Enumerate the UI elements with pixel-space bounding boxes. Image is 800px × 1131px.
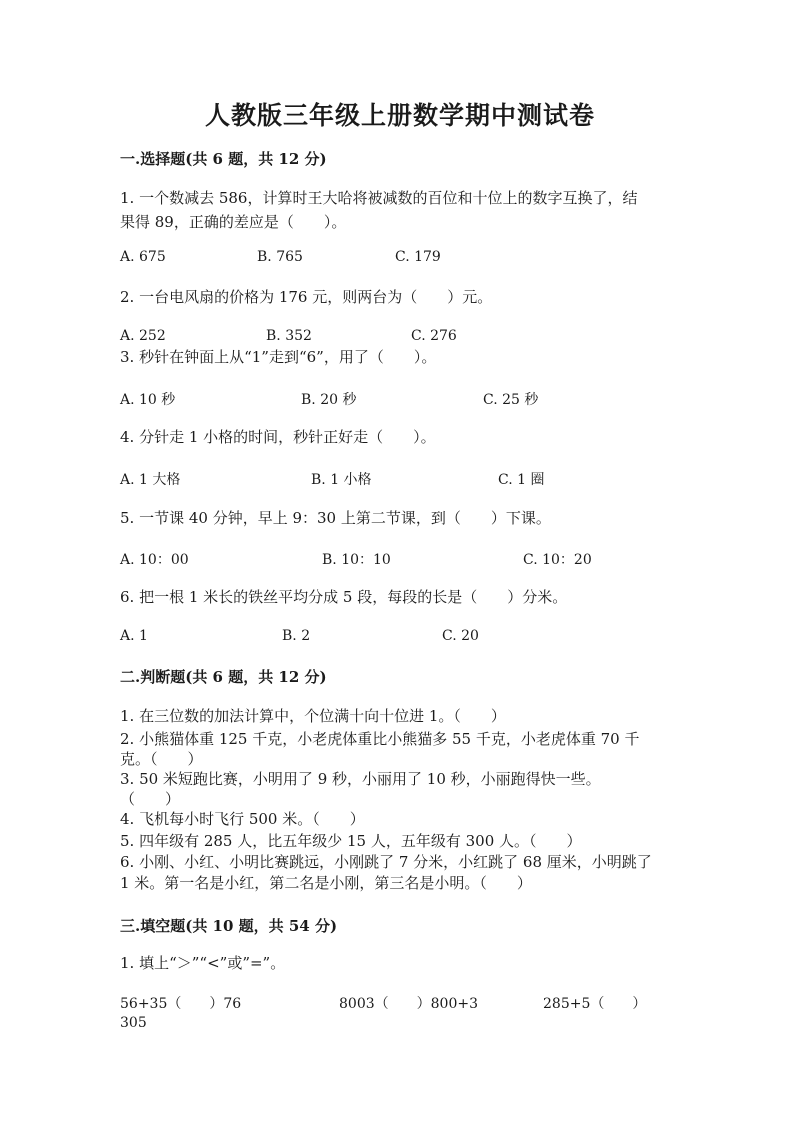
question-text: 3. 秒针在钟面上从“1”走到“6”，用了（ ）。 [120, 348, 437, 366]
section-heading-fill: 三.填空题(共 10 题，共 54 分) [120, 917, 338, 935]
question-text: 4. 分针走 1 小格的时间，秒针正好走（ ）。 [120, 428, 436, 446]
judge-line: 3. 50 米短跑比赛，小明用了 9 秒，小丽用了 10 秒，小丽跑得快一些。 [120, 770, 601, 788]
question-text: 6. 把一根 1 米长的铁丝平均分成 5 段，每段的长是（ ）分米。 [120, 588, 568, 606]
option-b: B. 1 小格 [311, 472, 372, 488]
compare-item: 285+5（ ） [543, 996, 647, 1012]
option-c: C. 10：20 [523, 552, 592, 568]
page-title: 人教版三年级上册数学期中测试卷 [204, 101, 595, 130]
option-c: C. 25 秒 [483, 392, 539, 408]
option-a: A. 1 大格 [120, 472, 181, 488]
option-a: A. 252 [120, 328, 166, 344]
compare-item: 56+35（ ）76 [120, 996, 242, 1012]
option-b: B. 765 [257, 249, 303, 265]
option-b: B. 352 [266, 328, 312, 344]
section-heading-judge: 二.判断题(共 6 题，共 12 分) [120, 668, 327, 686]
judge-line: 4. 飞机每小时飞行 500 米。（ ） [120, 810, 365, 828]
compare-item-wrap: 305 [120, 1015, 147, 1031]
judge-line: 6. 小刚、小红、小明比赛跳远，小刚跳了 7 分米，小红跳了 68 厘米，小明跳了 [120, 853, 652, 871]
judge-line: 克。（ ） [120, 750, 203, 768]
question-text: 5. 一节课 40 分钟，早上 9：30 上第二节课，到（ ）下课。 [120, 509, 551, 527]
option-c: C. 1 圈 [498, 472, 545, 488]
judge-line: 5. 四年级有 285 人，比五年级少 15 人，五年级有 300 人。（ ） [120, 832, 582, 850]
judge-line: 2. 小熊猫体重 125 千克，小老虎体重比小熊猫多 55 千克，小老虎体重 70 千 [120, 730, 640, 748]
option-c: C. 20 [442, 628, 479, 644]
judge-line: 1 米。第一名是小红，第二名是小刚，第三名是小明。（ ） [120, 874, 532, 892]
question-text: 1. 一个数减去 586，计算时王大哈将被减数的百位和十位上的数字互换了，结 [120, 189, 638, 207]
option-c: C. 179 [395, 249, 441, 265]
option-b: B. 20 秒 [301, 392, 357, 408]
judge-line: （ ） [120, 790, 181, 808]
option-a: A. 10：00 [120, 552, 189, 568]
option-a: A. 1 [120, 628, 148, 644]
compare-item: 8003（ ）800+3 [339, 996, 478, 1012]
option-c: C. 276 [411, 328, 457, 344]
option-a: A. 675 [120, 249, 166, 265]
question-text: 2. 一台电风扇的价格为 176 元，则两台为（ ）元。 [120, 288, 493, 306]
option-b: B. 2 [282, 628, 311, 644]
judge-line: 1. 在三位数的加法计算中，个位满十向十位进 1。（ ） [120, 707, 506, 725]
option-a: A. 10 秒 [120, 392, 176, 408]
question-text: 1. 填上“＞”“<”或”=”。 [120, 954, 286, 972]
question-text: 果得 89，正确的差应是（ ）。 [120, 213, 347, 231]
section-heading-choice: 一.选择题(共 6 题，共 12 分) [120, 150, 327, 168]
option-b: B. 10：10 [322, 552, 391, 568]
